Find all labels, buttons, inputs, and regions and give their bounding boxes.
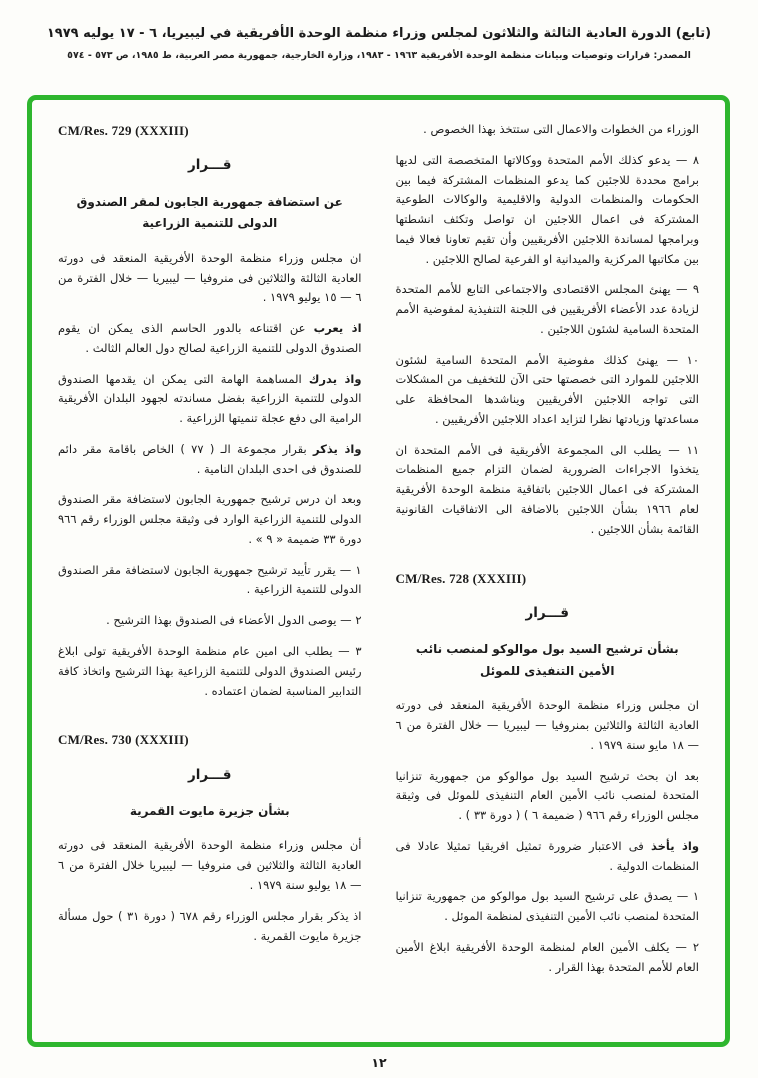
paragraph-text: المساهمة الهامة التى يمكن ان يقدمها الصندوق الدولى للتنمية الزراعية بفضل مساندته لجهود البلدان الأفريقية الرامية الى دفع عجلة تنميتها الزراعية . <box>58 371 362 426</box>
paragraph-lead: واذ يذكر <box>313 441 362 456</box>
paragraph-729-4 <box>58 440 362 480</box>
paragraph-730-2: اذ يذكر بقرار مجلس الوزراء رقم ٦٧٨ ( دورة ٣١ ) حول مسألة جزيرة مايوت القمرية . <box>58 908 362 943</box>
column-left <box>58 120 362 1026</box>
paragraph-728-3 <box>396 837 700 877</box>
paragraph-continuation: الوزراء من الخطوات والاعمال التى ستتخذ بهذا الخصوص . <box>423 122 699 136</box>
paragraph-729-2 <box>58 319 362 359</box>
paragraph-lead: واذ يدرك <box>308 371 362 386</box>
resolution-subtitle-728: بشأن ترشيح السيد بول موالوكو لمنصب نائب الأمين التنفيذى للموئل <box>415 642 679 678</box>
paragraph-text: عن اقتناعه بالدور الحاسم الذى يمكن ان يقوم الصندوق الدولى للتنمية الزراعية لصالح دول العالم الثالث . <box>58 321 362 355</box>
green-content-frame <box>27 95 730 1047</box>
paragraph-item-10: ١٠ — يهنئ كذلك مفوضية الأمم المتحدة السامية لشئون اللاجئين للموارد التى خصصتها حتى الآن للتخفيف من المشكلات التى تواجه اللاجئين الأفريقيين ويناشدها المحافظة على مساعدتها وزيادتها نظرا لتزايد اعداد اللاجئين الأفريقيين . <box>395 352 699 426</box>
paragraph-item-11: ١١ — يطلب الى المجموعة الأفريقية فى الأمم المتحدة ان يتخذوا الاجراءات الضرورية لضمان التزام جميع المنظمات المشتركة فى اعمال اللاجئين باتفاقية منظمة الوحدة الأفريقية لعام ١٩٦٦ بشأن اللاجئين بالاضافة الى الاتفاقيات القانونية القائمة بشأن اللاجئين . <box>395 442 699 536</box>
paragraph-item-8: ٨ — يدعو كذلك الأمم المتحدة ووكالاتها المتخصصة التى لديها برامج محددة للاجئين كما يدعو المنظمات المشتركة فيما بين الحكومات والمنظمات الدولية والاقليمية والوكالات الطوعية المشتركة فى اعمال اللاجئين ان تواصل وتكثف انشطتها وبرامجها لمساندة اللاجئين الأفريقيين وأن تقيم تعاونا فعالا فيما بين مكاتبها المركزية والميدانية او الفرعية لصالح اللاجئين . <box>395 152 699 266</box>
decision-728-1: ١ — يصدق على ترشيح السيد بول موالوكو من جمهورية تنزانيا المتحدة لمنصب نائب الأمين التنفيذى لمنظمة الموئل . <box>395 889 699 924</box>
two-column-layout <box>58 120 699 1026</box>
paragraph-729-1: ان مجلس وزراء منظمة الوحدة الأفريقية المنعقد فى دورته العادية الثالثة والثلاثين فى منروفيا — ليبيريا — خلال الفترة من ٦ — ١٥ يوليو ١٩٧٩ . <box>58 250 362 305</box>
resolution-ref-730: CM/Res. 730 (XXXIII) <box>58 732 189 748</box>
resolution-title-730: قـــرار <box>188 766 232 783</box>
resolution-subtitle-729: عن استضافة جمهورية الجابون لمقر الصندوق الدولى للتنمية الزراعية <box>76 194 343 231</box>
decision-729-1: ١ — يقرر تأييد ترشيح جمهورية الجابون لاستضافة مقر الصندوق الدولى للتنمية الزراعية . <box>58 562 362 597</box>
session-title: (تابع) الدورة العادية الثالثة والثلاثون لمجلس وزراء منظمة الوحدة الأفريقية في ليبيريا، ٦ - ١٧ يوليه ١٩٧٩ <box>46 26 712 41</box>
paragraph-text: بقرار مجموعة الـ ( ٧٧ ) الخاص باقامة مقر دائم للصندوق فى احدى البلدان النامية . <box>58 441 362 476</box>
resolution-ref-729: CM/Res. 729 (XXXIII) <box>58 123 189 138</box>
paragraph-lead: اذ يعرب <box>313 321 362 336</box>
paragraph-729-3 <box>58 370 362 429</box>
resolution-subtitle-730: بشأن جزيرة مايوت القمرية <box>129 803 290 818</box>
decision-729-3: ٣ — يطلب الى امين عام منظمة الوحدة الأفريقية تولى ابلاغ رئيس الصندوق الدولى للتنمية الزراعية بهذا الترشيح واتخاذ كافة التدابير المناسبة لضمان اعتماده . <box>58 644 362 698</box>
page-number: ١٢ <box>371 1055 387 1070</box>
paragraph-730-1: أن مجلس وزراء منظمة الوحدة الأفريقية المنعقد فى دورته العادية الثالثة والثلاثين فى منروفيا — ليبيريا خلال الفترة من ٦ — ١٨ يوليو سنة ١٩٧٩ . <box>58 838 362 893</box>
decision-729-2: ٢ — يوصى الدول الأعضاء فى الصندوق بهذا الترشيح . <box>106 613 362 628</box>
page-header <box>0 0 758 61</box>
paragraph-lead: واذ يأخذ <box>650 838 699 853</box>
paragraph-729-5: وبعد ان درس ترشيح جمهورية الجابون لاستضافة مقر الصندوق الدولى للتنمية الزراعية الوارد فى وثيقة مجلس الوزراء رقم ٩٦٦ دورة ٣٣ ضميمة « ٩ » . <box>58 492 362 546</box>
source-citation: المصدر: قرارات وتوصيات وبيانات منظمة الوحدة الأفريقية ١٩٦٣ - ١٩٨٣، وزارة الخارجية، جمهورية مصر العربية، ط ١٩٨٥، ص ٥٧٣ - ٥٧٤ <box>67 50 691 61</box>
paragraph-728-2: بعد ان بحث ترشيح السيد بول موالوكو من جمهورية تنزانيا المتحدة لمنصب نائب الأمين العام التنفيذى للموئل فى وثيقة مجلس الوزراء رقم ٩٦٦ ( ضميمة ٦ ) ( دورة ٣٣ ) . <box>395 768 699 823</box>
decision-728-2: ٢ — يكلف الأمين العام لمنظمة الوحدة الأفريقية ابلاغ الأمين العام للأمم المتحدة بهذا القرار . <box>395 939 699 974</box>
paragraph-item-9: ٩ — يهنئ المجلس الاقتصادى والاجتماعى التابع للأمم المتحدة لزيادة عدد الأعضاء الأفريقيين فى اللجنة التنفيذية لمفوضية الأمم المتحدة السامية لشئون اللاجئين . <box>395 282 699 336</box>
resolution-title-728: قـــرار <box>525 604 569 621</box>
resolution-ref-728: CM/Res. 728 (XXXIII) <box>395 570 527 586</box>
column-right <box>396 120 700 1026</box>
resolution-title-729: قـــرار <box>188 157 232 174</box>
paragraph-text: فى الاعتبار ضرورة تمثيل افريقيا تمثيلا عادلا فى المنظمات الدولية . <box>395 838 699 873</box>
paragraph-728-1: ان مجلس وزراء منظمة الوحدة الأفريقية المنعقد فى دورته العادية الثالثة والثلاثين بمنروفيا — ليبيريا — خلال الفترة من ٦ — ١٨ مايو سنة ١٩٧٩ . <box>395 698 699 752</box>
